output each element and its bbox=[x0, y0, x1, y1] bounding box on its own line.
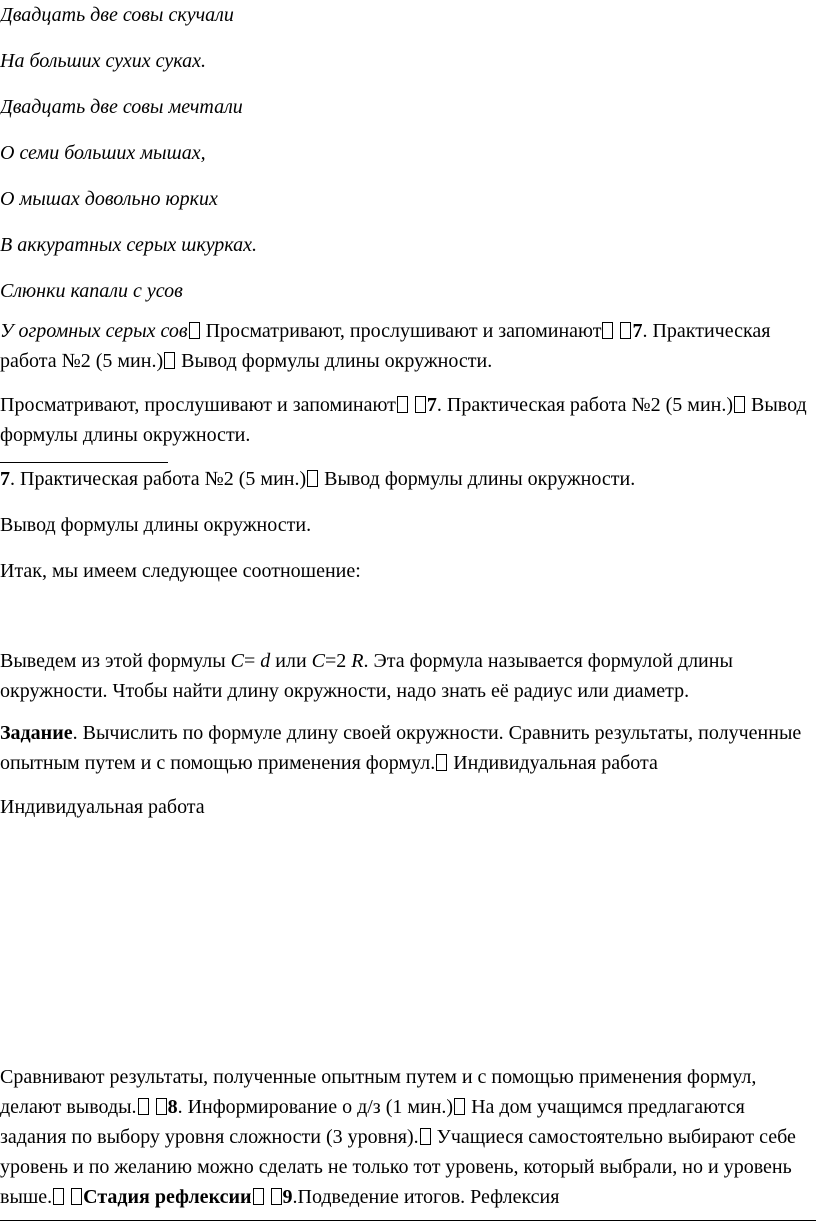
footnote-divider bbox=[0, 462, 168, 463]
text: Выведем из этой формулы bbox=[0, 650, 231, 672]
step-number: 7 bbox=[632, 320, 643, 342]
poem-line-7: Слюнки капали с усов bbox=[0, 280, 183, 302]
poem-line-8: У огромных серых сов bbox=[0, 320, 188, 342]
missing-glyph-icon bbox=[454, 1098, 465, 1115]
text: На дом учащимся предлагаются задания по выбору уровня сложности (3 уровня). bbox=[0, 1096, 745, 1148]
text: Индивидуальная работа bbox=[453, 752, 658, 774]
text: Просматривают, прослушивают и запоминают bbox=[0, 394, 396, 416]
text: . Информирование о д/з (1 мин.) bbox=[177, 1096, 454, 1118]
missing-glyph-icon bbox=[620, 322, 631, 339]
paragraph-formula-heading: Вывод формулы длины окружности. bbox=[0, 514, 312, 536]
missing-glyph-icon bbox=[734, 396, 745, 413]
poem-line-4: О семи больших мышах, bbox=[0, 142, 206, 164]
text: Вывод формулы длины окружности. bbox=[181, 350, 493, 372]
text: Сравнивают результаты, полученные опытным путем и с помощью применения формул, делают выводы. bbox=[0, 1066, 757, 1118]
missing-glyph-icon bbox=[71, 1188, 82, 1205]
text: Вывод формулы длины окружности. bbox=[0, 394, 807, 446]
missing-glyph-icon bbox=[189, 322, 200, 339]
missing-glyph-icon bbox=[602, 322, 613, 339]
missing-glyph-icon bbox=[397, 396, 408, 413]
paragraph-summary bbox=[0, 1062, 812, 1212]
paragraph-individual-work: Индивидуальная работа bbox=[0, 796, 205, 818]
text: .Подведение итогов. Рефлексия bbox=[292, 1186, 560, 1208]
paragraph-practical-1 bbox=[0, 390, 812, 450]
text: . Практическая работа №2 (5 мин.) bbox=[0, 320, 771, 372]
paragraph-poem-end bbox=[0, 316, 812, 376]
text: . Вычислить по формуле длину своей окружности. Сравнить результаты, полученные опытным путем и с помощью применения формул. bbox=[0, 722, 802, 774]
missing-glyph-icon bbox=[138, 1098, 149, 1115]
text: =2 bbox=[325, 650, 352, 672]
missing-glyph-icon bbox=[271, 1188, 282, 1205]
poem-line-6: В аккуратных серых шкурках. bbox=[0, 234, 258, 256]
var-d: d bbox=[260, 650, 271, 672]
poem-line-3: Двадцать две совы мечтали bbox=[0, 96, 243, 118]
stage-label: Стадия рефлексии bbox=[83, 1186, 252, 1208]
var-c: C bbox=[230, 650, 244, 672]
missing-glyph-icon bbox=[53, 1188, 64, 1205]
missing-glyph-icon bbox=[436, 754, 447, 771]
text: Учащиеся самостоятельно выбирают себе уровень и по желанию можно сделать не только тот уровень, который выбрали, но и уровень выше. bbox=[0, 1126, 796, 1208]
var-r: R bbox=[351, 650, 364, 672]
missing-glyph-icon bbox=[420, 1128, 431, 1145]
text: или bbox=[270, 650, 312, 672]
paragraph-practical-2 bbox=[0, 464, 635, 494]
task-label: Задание bbox=[0, 722, 73, 744]
step-number: 7 bbox=[426, 394, 437, 416]
step-number: 9 bbox=[282, 1186, 293, 1208]
missing-glyph-icon bbox=[253, 1188, 264, 1205]
text: . Практическая работа №2 (5 мин.) bbox=[436, 394, 734, 416]
step-number: 8 bbox=[167, 1096, 178, 1118]
text: Просматривают, прослушивают и запоминают bbox=[205, 320, 602, 342]
text: . Практическая работа №2 (5 мин.) bbox=[10, 468, 307, 490]
var-c: C bbox=[311, 650, 326, 672]
poem-line-1: Двадцать две совы скучали bbox=[0, 4, 234, 26]
paragraph-task bbox=[0, 718, 812, 778]
text: = bbox=[244, 650, 261, 672]
missing-glyph-icon bbox=[307, 470, 318, 487]
paragraph-formula bbox=[0, 646, 812, 706]
step-number: 7 bbox=[0, 468, 10, 490]
paragraph-relation: Итак, мы имеем следующее соотношение: bbox=[0, 560, 361, 582]
missing-glyph-icon bbox=[415, 396, 426, 413]
text: . Эта формула называется формулой длины окружности. Чтобы найти длину окружности, надо знать её радиус или диаметр. bbox=[0, 650, 733, 702]
missing-glyph-icon bbox=[156, 1098, 167, 1115]
poem-line-5: О мышах довольно юрких bbox=[0, 188, 218, 210]
text: Вывод формулы длины окружности. bbox=[324, 468, 636, 490]
missing-glyph-icon bbox=[164, 352, 175, 369]
poem-line-2: На больших сухих суках. bbox=[0, 50, 206, 72]
page-bottom-divider bbox=[0, 1220, 816, 1221]
